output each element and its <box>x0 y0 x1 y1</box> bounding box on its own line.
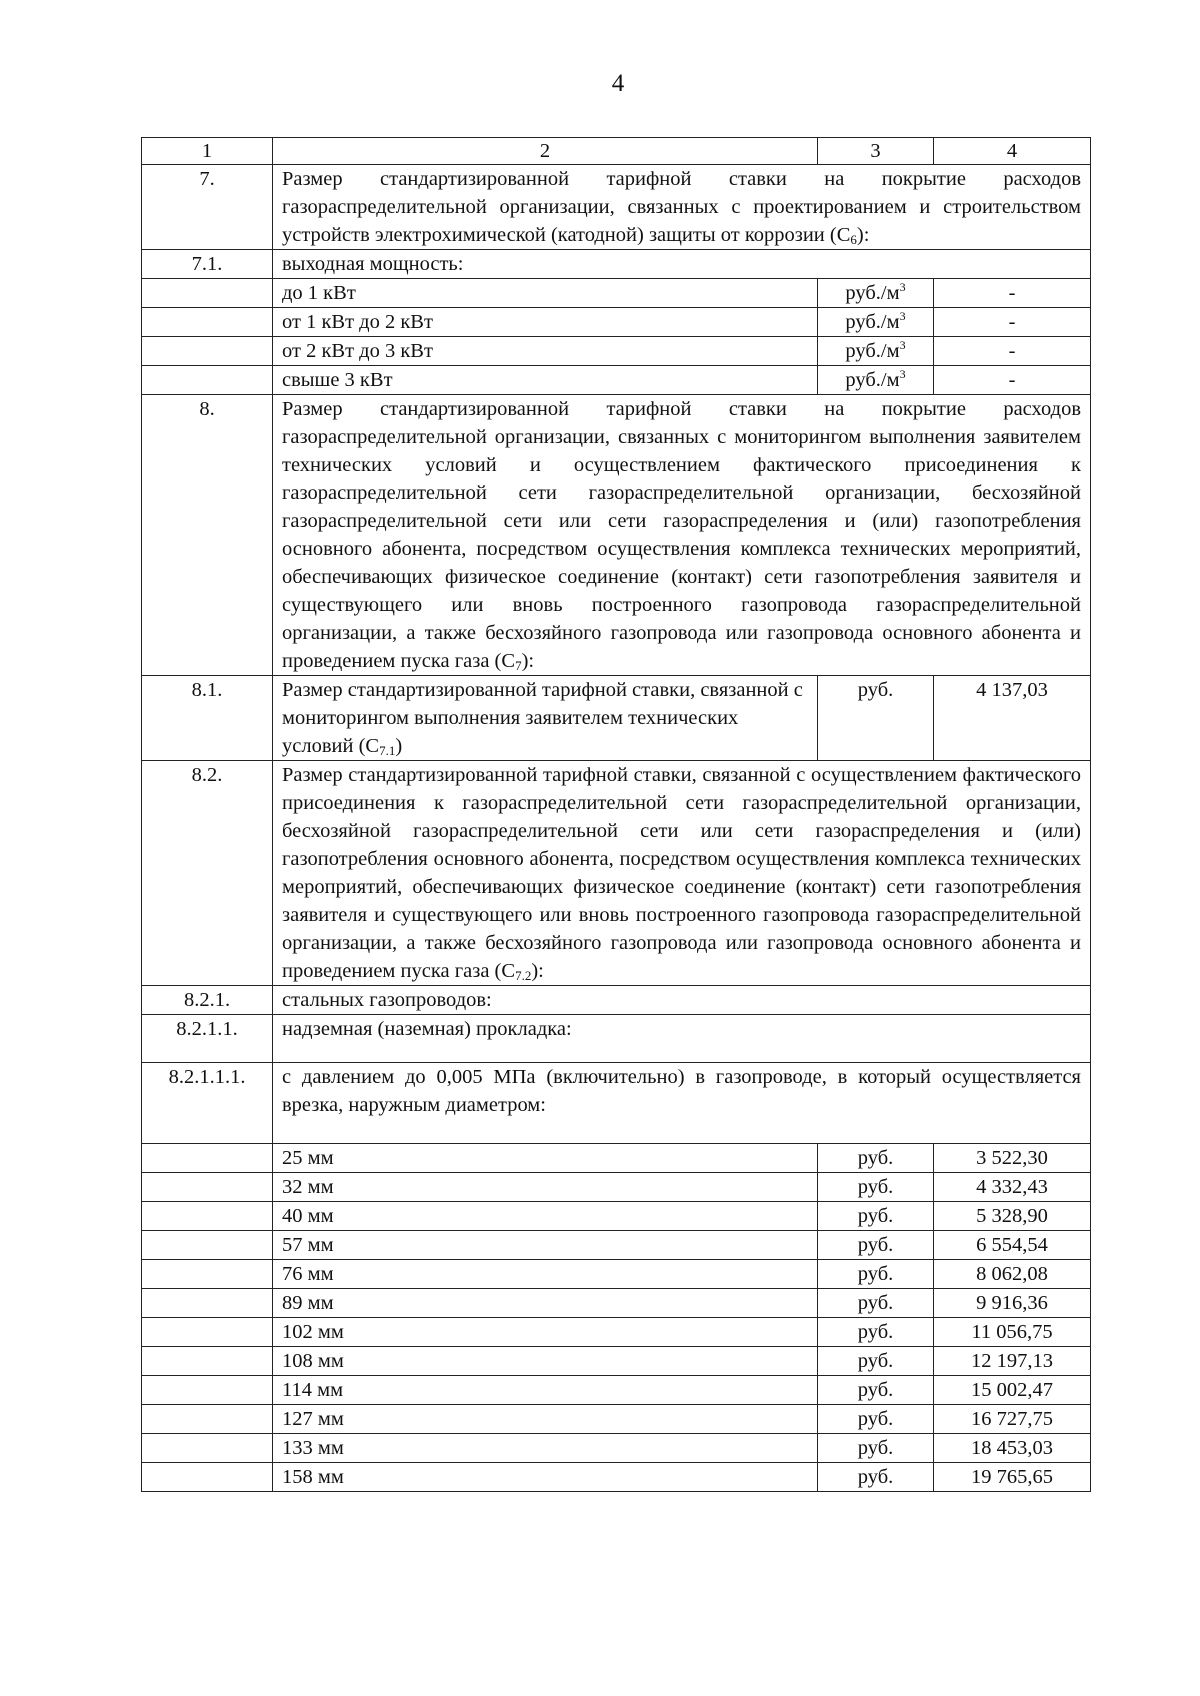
item-label: 40 мм <box>273 1202 818 1231</box>
table-row <box>142 986 1091 1015</box>
item-label: 32 мм <box>273 1173 818 1202</box>
table-row <box>142 1260 1091 1289</box>
item-number <box>142 337 273 366</box>
item-number <box>142 308 273 337</box>
table-row <box>142 1463 1091 1492</box>
table-row <box>142 761 1091 986</box>
item-value: 5 328,90 <box>934 1202 1091 1231</box>
item-number <box>142 1347 273 1376</box>
item-unit: руб. <box>818 1144 934 1173</box>
item-number <box>142 279 273 308</box>
item-label: до 1 кВт <box>273 279 818 308</box>
item-label: 127 мм <box>273 1405 818 1434</box>
item-unit: $руб./м^3$ <box>818 337 934 366</box>
item-value: 4 137,03 <box>934 676 1091 761</box>
item-text: надземная (наземная) прокладка: <box>273 1015 1091 1063</box>
table-row <box>142 279 1091 308</box>
item-value: 11 056,75 <box>934 1318 1091 1347</box>
column-header: 4 <box>934 138 1091 165</box>
item-label: 108 мм <box>273 1347 818 1376</box>
item-number <box>142 1463 273 1492</box>
table-row <box>142 1289 1091 1318</box>
item-number: 7. <box>142 165 273 250</box>
item-number <box>142 1260 273 1289</box>
table-row <box>142 308 1091 337</box>
item-unit: $руб./м^3$ <box>818 308 934 337</box>
item-number: 7.1. <box>142 250 273 279</box>
item-number <box>142 1289 273 1318</box>
tariff-table <box>141 137 1091 1492</box>
item-number <box>142 1231 273 1260</box>
item-unit: руб. <box>818 1260 934 1289</box>
item-unit: руб. <box>818 676 934 761</box>
item-value: 6 554,54 <box>934 1231 1091 1260</box>
item-text: Размер стандартизированной тарифной ставки, связанной с мониторингом выполнения заявителем технических условий $(C_{7.1})$ <box>273 676 818 761</box>
item-value: 12 197,13 <box>934 1347 1091 1376</box>
table-row <box>142 1015 1091 1063</box>
table-row <box>142 1405 1091 1434</box>
header-row <box>142 138 1091 165</box>
item-value: 8 062,08 <box>934 1260 1091 1289</box>
item-unit: руб. <box>818 1405 934 1434</box>
item-unit: руб. <box>818 1318 934 1347</box>
table-row <box>142 676 1091 761</box>
item-unit: $руб./м^3$ <box>818 279 934 308</box>
item-text: выходная мощность: <box>273 250 1091 279</box>
item-unit: руб. <box>818 1202 934 1231</box>
item-label: 158 мм <box>273 1463 818 1492</box>
column-header: 3 <box>818 138 934 165</box>
item-unit: руб. <box>818 1434 934 1463</box>
item-value: 9 916,36 <box>934 1289 1091 1318</box>
item-value: - <box>934 366 1091 395</box>
item-unit: руб. <box>818 1463 934 1492</box>
item-value: 4 332,43 <box>934 1173 1091 1202</box>
item-label: от 1 кВт до 2 кВт <box>273 308 818 337</box>
item-number <box>142 1202 273 1231</box>
item-label: от 2 кВт до 3 кВт <box>273 337 818 366</box>
item-number: 8.1. <box>142 676 273 761</box>
table-row <box>142 1202 1091 1231</box>
table-row <box>142 1173 1091 1202</box>
item-number: 8. <box>142 395 273 676</box>
item-value: 3 522,30 <box>934 1144 1091 1173</box>
item-text: стальных газопроводов: <box>273 986 1091 1015</box>
item-unit: руб. <box>818 1289 934 1318</box>
item-label: 114 мм <box>273 1376 818 1405</box>
item-value: - <box>934 279 1091 308</box>
item-label: 102 мм <box>273 1318 818 1347</box>
table-row <box>142 1063 1091 1144</box>
item-label: 133 мм <box>273 1434 818 1463</box>
item-unit: руб. <box>818 1347 934 1376</box>
item-number <box>142 1405 273 1434</box>
item-text: с давлением до 0,005 МПа (включительно) в газопроводе, в который осуществляется врезка, наружным диаметром: <box>273 1063 1091 1144</box>
item-label: 89 мм <box>273 1289 818 1318</box>
table-row <box>142 1376 1091 1405</box>
item-label: свыше 3 кВт <box>273 366 818 395</box>
table-row <box>142 250 1091 279</box>
item-number <box>142 366 273 395</box>
item-number <box>142 1318 273 1347</box>
table-row <box>142 165 1091 250</box>
table-row <box>142 337 1091 366</box>
table-row <box>142 1231 1091 1260</box>
item-text: Размер стандартизированной тарифной ставки на покрытие расходов газораспределительной организации, связанных с проектированием и строительством устройств электрохимической (катодной) защиты от коррозии $(C_6)$: <box>273 165 1091 250</box>
item-value: 15 002,47 <box>934 1376 1091 1405</box>
item-value: 19 765,65 <box>934 1463 1091 1492</box>
table-row <box>142 395 1091 676</box>
column-header: 2 <box>273 138 818 165</box>
item-number <box>142 1376 273 1405</box>
item-number: 8.2.1.1.1. <box>142 1063 273 1144</box>
item-number <box>142 1173 273 1202</box>
page-number: 4 <box>611 70 625 97</box>
item-number: 8.2. <box>142 761 273 986</box>
item-number: 8.2.1.1. <box>142 1015 273 1063</box>
item-value: 18 453,03 <box>934 1434 1091 1463</box>
column-header: 1 <box>142 138 273 165</box>
item-value: - <box>934 337 1091 366</box>
item-label: 57 мм <box>273 1231 818 1260</box>
item-value: - <box>934 308 1091 337</box>
item-unit: $руб./м^3$ <box>818 366 934 395</box>
item-text: Размер стандартизированной тарифной ставки на покрытие расходов газораспределительной организации, связанных с мониторингом выполнения заявителем технических условий и осуществлением фактического присоединения к газораспределительной сети газораспределительной организации, бесхозяйной газораспределительной сети или сети газораспределения и (или) газопотребления основного абонента, посредством осуществления комплекса технических мероприятий, обеспечивающих физическое соединение (контакт) сети газопотребления заявителя и существующего или вновь построенного газопровода газораспределительной организации, а также бесхозяйного газопровода или газопровода основного абонента и проведением пуска газа $(C_7)$: <box>273 395 1091 676</box>
item-number: 8.2.1. <box>142 986 273 1015</box>
item-value: 16 727,75 <box>934 1405 1091 1434</box>
item-text: Размер стандартизированной тарифной ставки, связанной с осуществлением фактического присоединения к газораспределительной сети газораспределительной организации, бесхозяйной газораспределительной сети или сети газораспределения и (или) газопотребления основного абонента, посредством осуществления комплекса технических мероприятий, обеспечивающих физическое соединение (контакт) сети газопотребления заявителя и существующего или вновь построенного газопровода газораспределительной организации, а также бесхозяйного газопровода или газопровода основного абонента и проведением пуска газа $(C_{7.2})$: <box>273 761 1091 986</box>
item-label: 25 мм <box>273 1144 818 1173</box>
item-number <box>142 1434 273 1463</box>
item-number <box>142 1144 273 1173</box>
item-unit: руб. <box>818 1376 934 1405</box>
item-unit: руб. <box>818 1231 934 1260</box>
table-row <box>142 1347 1091 1376</box>
table-row <box>142 1144 1091 1173</box>
table-row <box>142 1318 1091 1347</box>
item-unit: руб. <box>818 1173 934 1202</box>
table-row <box>142 1434 1091 1463</box>
table-row <box>142 366 1091 395</box>
item-label: 76 мм <box>273 1260 818 1289</box>
